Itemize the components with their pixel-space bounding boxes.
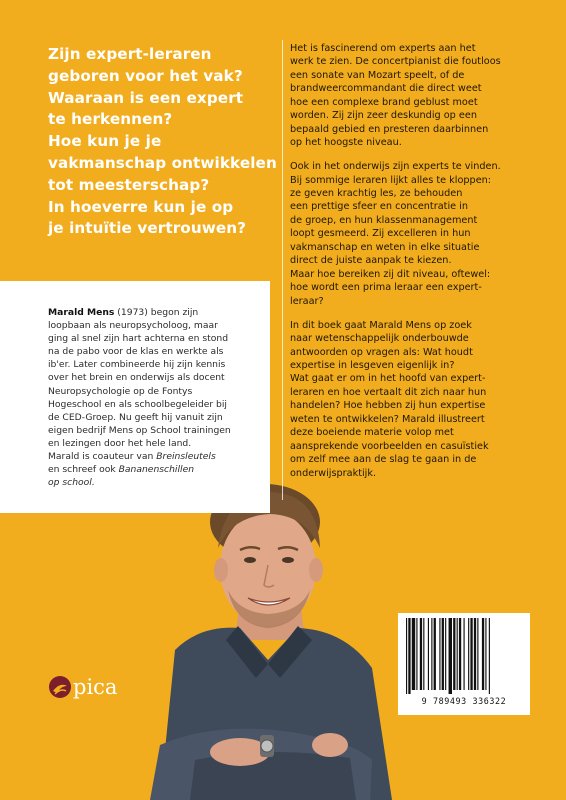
question-line: Zijn expert-leraren: [48, 45, 212, 63]
text-line: hoe een complexe brand geblust moet: [290, 96, 478, 108]
blurb-paragraph-1: [290, 42, 530, 150]
barcode-bar: [408, 618, 410, 694]
publisher-logo: [48, 673, 148, 703]
publisher-name: pica: [73, 675, 118, 699]
barcode-bars: [404, 618, 524, 694]
text-line: weten te ontwikkelen? Marald illustreert: [290, 413, 485, 425]
text-line: loopt gesmeerd. Zij excelleren in hun: [290, 228, 471, 240]
question-line: tot meesterschap?: [48, 175, 210, 194]
text-line: werk te zien. De concertpianist die foutloos: [290, 56, 501, 68]
text-fragment: (1973) begon zijn: [114, 307, 199, 318]
text-line: loopbaan als neuropsycholoog, maar: [48, 320, 218, 332]
blurb-text: [290, 42, 530, 491]
barcode-bar: [459, 618, 461, 690]
text-line: brandweercommandant die direct weet: [290, 83, 482, 95]
barcode-bar: [449, 618, 452, 694]
text-line: [48, 306, 263, 319]
barcode-bar: [412, 618, 415, 690]
text-line: ib'er. Later combineerde hij zijn kennis: [48, 359, 226, 371]
question-line: Hoe kun je je: [48, 132, 162, 151]
text-line: de CED-Groep. Nu geeft hij vanuit zijn: [48, 411, 223, 423]
cover-questions: [48, 44, 288, 240]
text-line: [48, 450, 263, 463]
text-line: direct de juiste aanpak te kiezen.: [290, 255, 452, 267]
publisher-emblem-icon: [48, 673, 72, 701]
text-line: worden. Zij zijn zeer deskundig op een: [290, 110, 477, 122]
text-line: na de pabo voor de klas en werkte als: [48, 346, 224, 358]
barcode-bar: [442, 618, 444, 690]
blurb-paragraph-2: [290, 160, 530, 308]
text-line: expertise in lesgeven eigenlijk in?: [290, 359, 455, 371]
text-line: handelen? Hoe hebben zij hun expertise: [290, 400, 486, 412]
barcode-bar: [470, 618, 472, 690]
barcode-bar: [468, 618, 469, 690]
text-line: In dit boek gaat Marald Mens op zoek: [290, 319, 472, 331]
barcode-bar: [434, 618, 436, 690]
book-title: Breinsleutels: [156, 451, 216, 463]
question-line: vakmanschap ontwikkelen: [48, 153, 277, 172]
text-line: onderwijspraktijk.: [290, 467, 377, 479]
text-line: en lezingen door het hele land.: [48, 437, 192, 449]
text-line: leraar?: [290, 295, 324, 307]
text-line: op het hoogste niveau.: [290, 137, 402, 149]
question-line: In hoeverre kun je op: [48, 197, 234, 216]
text-line: Ook in het onderwijs zijn experts te vinden.: [290, 161, 501, 173]
text-line: een sonate van Mozart speelt, of de: [290, 69, 465, 81]
text-line: [48, 476, 263, 489]
barcode-bar: [453, 618, 455, 690]
text-line: Hogeschool en als schoolbegeleider bij: [48, 398, 227, 410]
text-line: vakmanschap en weten in elke situatie: [290, 241, 480, 253]
isbn-barcode: [398, 613, 530, 715]
author-bio: [48, 306, 263, 489]
barcode-bar: [477, 618, 478, 690]
barcode-bar: [420, 618, 422, 690]
text-line: over het brein en onderwijs als docent: [48, 372, 225, 384]
text-line: Bij sommige leraren lijkt alles te kloppen:: [290, 174, 492, 186]
text-line: leraren en hoe vertaalt dit zich naar hun: [290, 386, 487, 398]
question-line: geboren voor het vak?: [48, 66, 243, 85]
barcode-bar: [439, 618, 440, 690]
text-line: hoe wordt een prima leraar een expert-: [290, 282, 482, 294]
question-line: Waaraan is een expert: [48, 88, 244, 107]
text-line: ging al snel zijn hart achterna en stond: [48, 333, 229, 345]
text-fragment: en schreef ook: [48, 464, 119, 476]
barcode-bar: [489, 618, 490, 694]
text-line: antwoorden op vragen als: Wat houdt: [290, 346, 473, 358]
barcode-bar: [482, 618, 484, 690]
barcode-bar: [457, 618, 458, 690]
text-line: een prettige sfeer en concentratie in: [290, 201, 469, 213]
text-line: ze geven krachtig les, ze behouden: [290, 188, 463, 200]
barcode-bar: [485, 618, 486, 690]
text-line: aansprekende voorbeelden en casuïstiek: [290, 440, 489, 452]
book-title: Bananenschillen: [118, 464, 195, 476]
text-line: Het is fascinerend om experts aan het: [290, 43, 476, 54]
text-line: Neuropsychologie op de Fontys: [48, 385, 193, 397]
barcode-bar: [474, 618, 476, 690]
text-line: naar wetenschappelijk onderbouwde: [290, 333, 469, 345]
barcode-bar: [428, 618, 429, 690]
question-line: te herkennen?: [48, 110, 173, 129]
book-title: op school.: [48, 477, 95, 489]
text-line: eigen bedrijf Mens op School trainingen: [48, 424, 231, 436]
text-line: deze boeiende materie volop met: [290, 427, 454, 439]
author-name: Marald Mens: [48, 307, 115, 318]
text-fragment: Marald is coauteur van: [48, 451, 157, 463]
barcode-bar: [423, 618, 424, 690]
barcode-bar: [445, 618, 446, 690]
text-line: [48, 463, 263, 476]
blurb-paragraph-3: [290, 319, 530, 480]
text-line: om zelf mee aan de slag te gaan in de: [290, 454, 477, 466]
barcode-bar: [406, 618, 407, 694]
text-line: Maar hoe bereiken zij dit niveau, oftewel:: [290, 268, 491, 280]
barcode-bar: [464, 618, 465, 690]
isbn-number: 9 789493 336322: [421, 696, 507, 706]
barcode-bar: [416, 618, 417, 690]
text-line: Wat gaat er om in het hoofd van expert-: [290, 373, 486, 385]
text-line: bepaald gebied en presteren daarbinnen: [290, 123, 489, 135]
question-line: je intuïtie vertrouwen?: [48, 219, 247, 238]
barcode-bar: [431, 618, 432, 690]
text-line: de groep, en hun klassenmanagement: [290, 214, 478, 226]
